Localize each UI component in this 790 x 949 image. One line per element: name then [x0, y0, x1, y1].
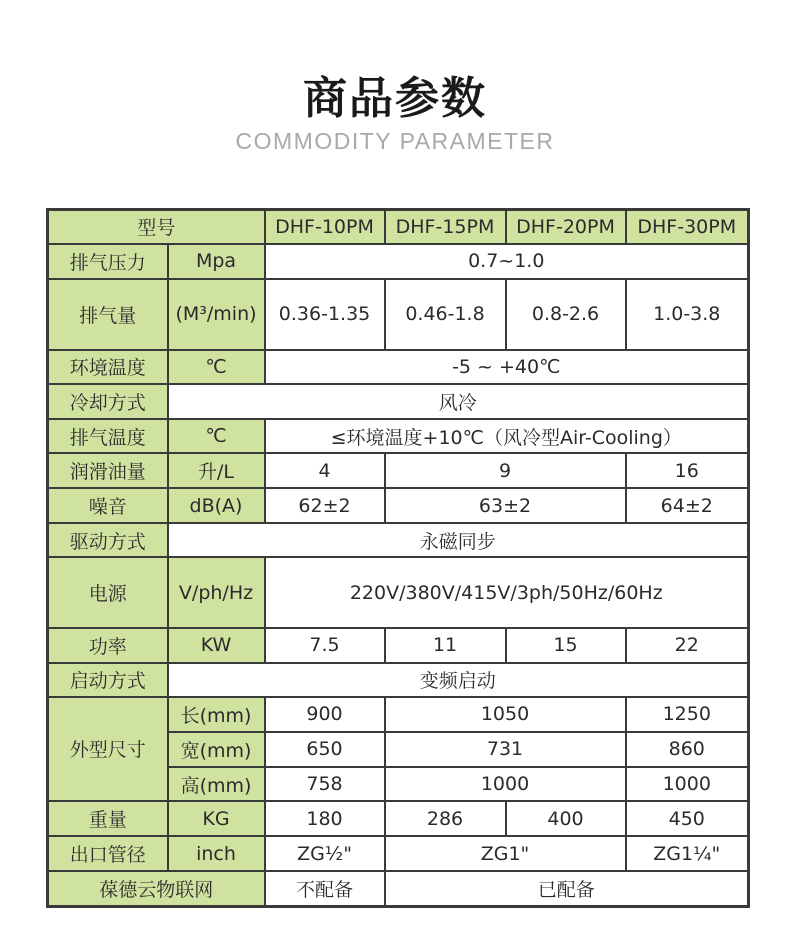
noise-unit: dB(A) — [168, 488, 265, 523]
drive-value: 永磁同步 — [168, 523, 749, 557]
height-value: 758 — [265, 767, 385, 801]
noise-value: 62±2 — [265, 488, 385, 523]
model-dhf-30pm: DHF-30PM — [626, 210, 749, 244]
table-row-lube-oil — [48, 453, 749, 488]
ambient-temp-label: 环境温度 — [48, 350, 168, 384]
table-row-weight — [48, 801, 749, 836]
exhaust-pressure-value: 0.7~1.0 — [265, 244, 749, 279]
length-value: 1050 — [385, 697, 626, 732]
table-row-drive — [48, 523, 749, 557]
exhaust-volume-value: 0.46-1.8 — [385, 279, 506, 350]
iot-value: 已配备 — [385, 871, 749, 906]
table-row-cooling — [48, 384, 749, 419]
power-supply-unit: V/ph/Hz — [168, 557, 265, 627]
iot-value: 不配备 — [265, 871, 385, 906]
exhaust-volume-value: 1.0-3.8 — [626, 279, 749, 350]
length-unit: 长(mm) — [168, 697, 265, 732]
noise-label: 噪音 — [48, 488, 168, 523]
table-row-power — [48, 628, 749, 663]
table-row-start — [48, 663, 749, 697]
model-dhf-10pm: DHF-10PM — [265, 210, 385, 244]
table-row-iot — [48, 871, 749, 906]
ambient-temp-unit: ℃ — [168, 350, 265, 384]
height-value: 1000 — [385, 767, 626, 801]
power-label: 功率 — [48, 628, 168, 663]
outlet-unit: inch — [168, 836, 265, 871]
table-row-power-supply — [48, 557, 749, 627]
height-value: 1000 — [626, 767, 749, 801]
weight-value: 180 — [265, 801, 385, 836]
weight-label: 重量 — [48, 801, 168, 836]
noise-value: 64±2 — [626, 488, 749, 523]
table-row-exhaust-volume — [48, 279, 749, 350]
ambient-temp-value: -5 ~ +40℃ — [265, 350, 749, 384]
power-supply-label: 电源 — [48, 557, 168, 627]
lube-oil-value: 16 — [626, 453, 749, 488]
weight-value: 450 — [626, 801, 749, 836]
width-value: 860 — [626, 732, 749, 767]
table-row-exhaust-pressure — [48, 244, 749, 279]
exhaust-volume-label: 排气量 — [48, 279, 168, 350]
lube-oil-label: 润滑油量 — [48, 453, 168, 488]
exhaust-temp-unit: ℃ — [168, 419, 265, 453]
outlet-value: ZG½" — [265, 836, 385, 871]
length-value: 1250 — [626, 697, 749, 732]
model-dhf-15pm: DHF-15PM — [385, 210, 506, 244]
cooling-value: 风冷 — [168, 384, 749, 419]
noise-value: 63±2 — [385, 488, 626, 523]
exhaust-pressure-unit: Mpa — [168, 244, 265, 279]
table-row-exhaust-temp — [48, 419, 749, 453]
exhaust-temp-label: 排气温度 — [48, 419, 168, 453]
exhaust-volume-value: 0.36-1.35 — [265, 279, 385, 350]
table-row-outlet — [48, 836, 749, 871]
model-label: 型号 — [48, 210, 265, 244]
height-unit: 高(mm) — [168, 767, 265, 801]
power-supply-value: 220V/380V/415V/3ph/50Hz/60Hz — [265, 557, 749, 627]
exhaust-pressure-label: 排气压力 — [48, 244, 168, 279]
weight-value: 286 — [385, 801, 506, 836]
start-value: 变频启动 — [168, 663, 749, 697]
start-label: 启动方式 — [48, 663, 168, 697]
cooling-label: 冷却方式 — [48, 384, 168, 419]
table-row-model — [48, 210, 749, 244]
lube-oil-unit: 升/L — [168, 453, 265, 488]
exhaust-volume-value: 0.8-2.6 — [506, 279, 626, 350]
width-value: 650 — [265, 732, 385, 767]
drive-label: 驱动方式 — [48, 523, 168, 557]
lube-oil-value: 9 — [385, 453, 626, 488]
outlet-value: ZG1" — [385, 836, 626, 871]
outlet-value: ZG1¼" — [626, 836, 749, 871]
table-row-length — [48, 697, 749, 732]
length-value: 900 — [265, 697, 385, 732]
dimensions-label: 外型尺寸 — [48, 697, 168, 801]
weight-unit: KG — [168, 801, 265, 836]
outlet-label: 出口管径 — [48, 836, 168, 871]
power-value: 7.5 — [265, 628, 385, 663]
weight-value: 400 — [506, 801, 626, 836]
lube-oil-value: 4 — [265, 453, 385, 488]
model-dhf-20pm: DHF-20PM — [506, 210, 626, 244]
width-value: 731 — [385, 732, 626, 767]
power-value: 11 — [385, 628, 506, 663]
page-title: 商品参数 — [303, 73, 487, 124]
power-value: 15 — [506, 628, 626, 663]
power-value: 22 — [626, 628, 749, 663]
page-subtitle: COMMODITY PARAMETER — [235, 128, 555, 154]
table-row-ambient-temp — [48, 350, 749, 384]
width-unit: 宽(mm) — [168, 732, 265, 767]
spec-table — [46, 208, 750, 908]
table-row-noise — [48, 488, 749, 523]
exhaust-volume-unit: (M³/min) — [168, 279, 265, 350]
iot-label: 葆德云物联网 — [48, 871, 265, 906]
exhaust-temp-value: ≤环境温度+10℃（风冷型Air-Cooling） — [265, 419, 749, 453]
power-unit: KW — [168, 628, 265, 663]
